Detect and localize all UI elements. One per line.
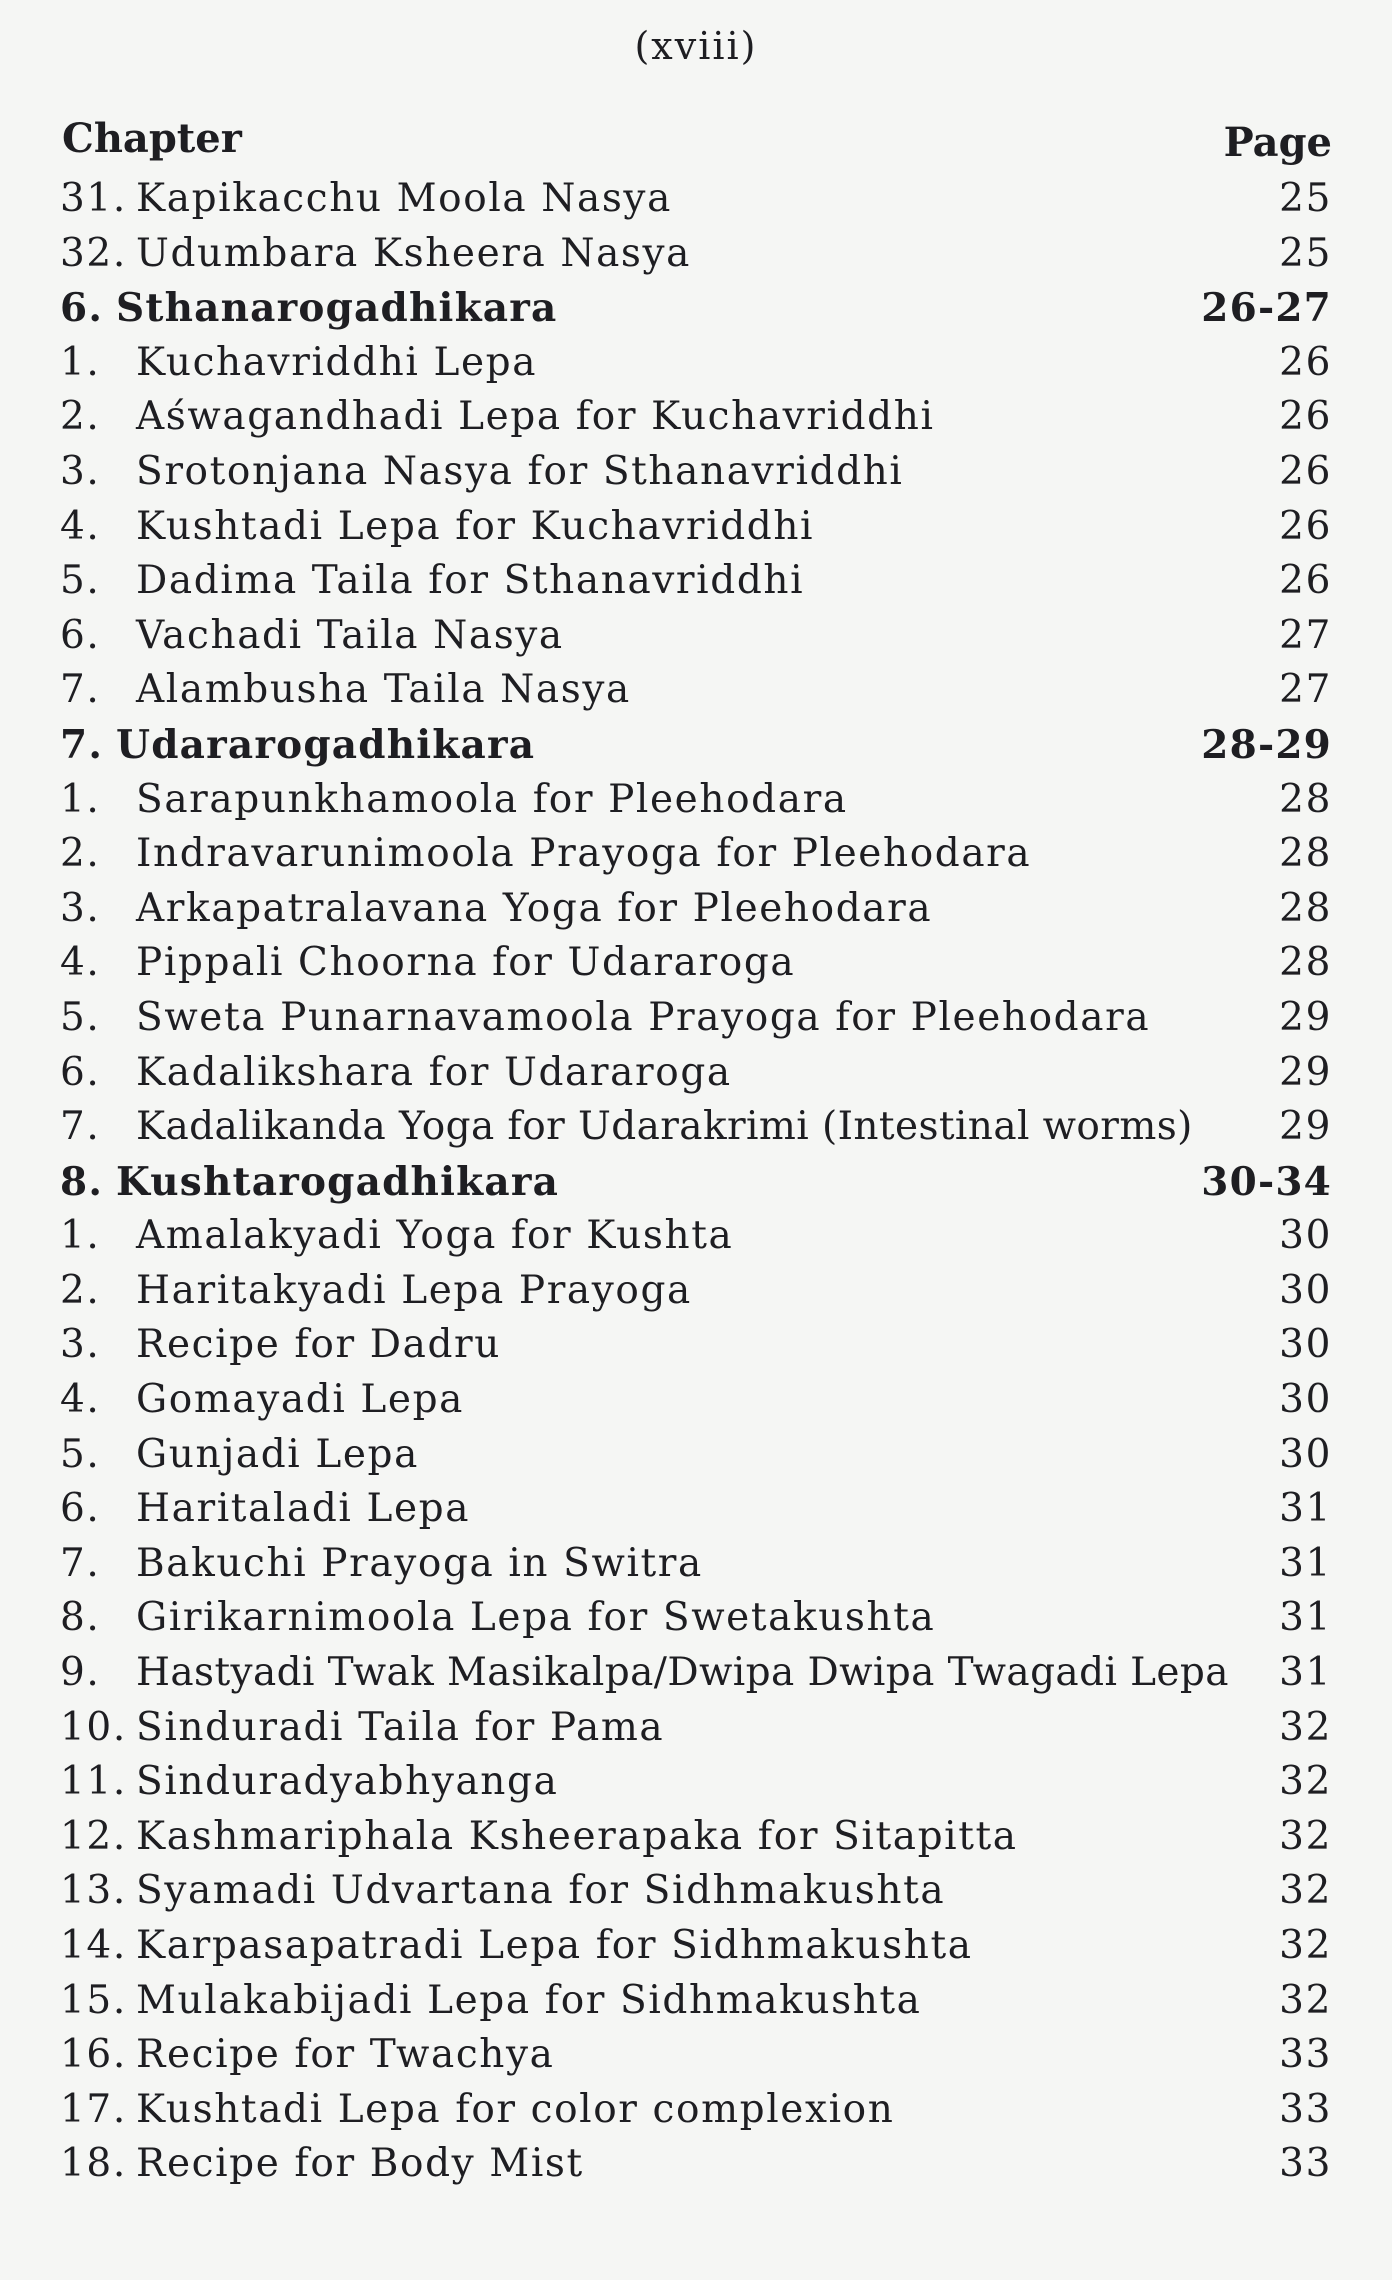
toc-entry-row bbox=[60, 882, 1332, 937]
entry-page-number: 32 bbox=[1279, 1704, 1332, 1750]
entry-title: Kushtadi Lepa for Kuchavriddhi bbox=[136, 503, 815, 549]
entry-number: 13. bbox=[60, 1868, 127, 1914]
toc-entry-row bbox=[60, 1373, 1332, 1428]
entry-page-number: 25 bbox=[1279, 176, 1332, 221]
entry-page-number: 30 bbox=[1279, 1431, 1332, 1477]
entry-number: 7. bbox=[60, 1540, 101, 1586]
toc-entry-row bbox=[60, 2028, 1332, 2083]
table-of-contents bbox=[60, 172, 1332, 2192]
entry-number: 4. bbox=[60, 1377, 101, 1423]
entry-number: 3. bbox=[60, 1322, 101, 1368]
entry-number: 31. bbox=[60, 176, 127, 221]
entry-page-number: 32 bbox=[1279, 1923, 1332, 1968]
entry-title: Syamadi Udvartana for Sidhmakushta bbox=[136, 1868, 946, 1914]
section-title: Kushtarogadhikara bbox=[116, 1158, 560, 1205]
entry-title: Sinduradyabhyanga bbox=[136, 1759, 559, 1805]
section-title: Sthanarogadhikara bbox=[116, 285, 558, 332]
entry-title: Haritaladi Lepa bbox=[136, 1486, 471, 1532]
toc-entry-row bbox=[60, 773, 1332, 828]
entry-number: 7. bbox=[60, 721, 104, 768]
toc-entry-row bbox=[60, 1264, 1332, 1319]
entry-number: 8. bbox=[60, 1158, 104, 1205]
toc-section-row bbox=[60, 281, 1332, 336]
entry-title: Sarapunkhamoola for Pleehodara bbox=[136, 776, 848, 822]
toc-entry-row bbox=[60, 827, 1332, 882]
toc-entry-row bbox=[60, 172, 1332, 227]
entry-number: 18. bbox=[60, 2141, 127, 2187]
entry-page-number: 29 bbox=[1279, 994, 1332, 1040]
entry-number: 6. bbox=[60, 1486, 101, 1532]
entry-number: 5. bbox=[60, 558, 101, 604]
toc-entry-row bbox=[60, 936, 1332, 991]
entry-title: Girikarnimoola Lepa for Swetakushta bbox=[136, 1595, 936, 1641]
toc-entry-row bbox=[60, 500, 1332, 555]
toc-entry-row bbox=[60, 1755, 1332, 1810]
entry-page-number: 32 bbox=[1279, 1977, 1332, 2023]
toc-entry-row bbox=[60, 1046, 1332, 1101]
entry-number: 7. bbox=[60, 667, 101, 713]
entry-title: Kadalikshara for Udararoga bbox=[136, 1049, 732, 1095]
entry-title: Kuchavriddhi Lepa bbox=[136, 339, 538, 385]
entry-number: 12. bbox=[60, 1813, 127, 1859]
entry-number: 16. bbox=[60, 2032, 127, 2078]
entry-page-number: 30 bbox=[1279, 1267, 1332, 1313]
entry-title: Hastyadi Twak Masikalpa/Dwipa Dwipa Twagadi Lepa bbox=[136, 1650, 1229, 1696]
entry-page-number: 30 bbox=[1279, 1213, 1332, 1259]
entry-page-number: 32 bbox=[1279, 1868, 1332, 1914]
entry-page-number: 26 bbox=[1279, 448, 1332, 494]
entry-title: Recipe for Body Mist bbox=[136, 2141, 584, 2187]
entry-number: 7. bbox=[60, 1104, 101, 1150]
entry-page-number: 30 bbox=[1279, 1377, 1332, 1423]
toc-header bbox=[62, 115, 1332, 165]
entry-title: Kapikacchu Moola Nasya bbox=[136, 176, 672, 221]
entry-number: 9. bbox=[60, 1650, 101, 1696]
entry-number: 32. bbox=[60, 230, 127, 276]
entry-number: 5. bbox=[60, 1431, 101, 1477]
entry-page-number: 31 bbox=[1279, 1540, 1332, 1586]
entry-title: Aśwagandhadi Lepa for Kuchavriddhi bbox=[136, 394, 935, 440]
entry-title: Pippali Choorna for Udararoga bbox=[136, 940, 796, 986]
entry-title: Alambusha Taila Nasya bbox=[136, 667, 631, 713]
toc-entry-row bbox=[60, 336, 1332, 391]
entry-number: 4. bbox=[60, 940, 101, 986]
toc-entry-row bbox=[60, 1428, 1332, 1483]
entry-number: 6. bbox=[60, 1049, 101, 1095]
entry-number: 2. bbox=[60, 394, 101, 440]
entry-page-number: 25 bbox=[1279, 230, 1332, 276]
entry-page-number: 27 bbox=[1279, 667, 1332, 713]
entry-number: 6. bbox=[60, 285, 104, 332]
entry-number: 1. bbox=[60, 1213, 101, 1259]
entry-number: 4. bbox=[60, 503, 101, 549]
toc-entry-row bbox=[60, 2083, 1332, 2138]
entry-page-number: 31 bbox=[1279, 1595, 1332, 1641]
entry-title: Karpasapatradi Lepa for Sidhmakushta bbox=[136, 1923, 973, 1968]
toc-entry-row bbox=[60, 227, 1332, 282]
entry-number: 17. bbox=[60, 2086, 127, 2132]
entry-title: Haritakyadi Lepa Prayoga bbox=[136, 1267, 692, 1313]
entry-page-number: 33 bbox=[1279, 2086, 1332, 2132]
entry-page-number: 26 bbox=[1279, 339, 1332, 385]
entry-title: Kadalikanda Yoga for Udarakrimi (Intestinal worms) bbox=[136, 1104, 1193, 1150]
toc-entry-row bbox=[60, 1974, 1332, 2029]
toc-entry-row bbox=[60, 609, 1332, 664]
entry-page-number: 33 bbox=[1279, 2032, 1332, 2078]
page-number: (xviii) bbox=[634, 24, 758, 68]
entry-title: Recipe for Dadru bbox=[136, 1322, 502, 1368]
entry-page-number: 31 bbox=[1279, 1486, 1332, 1532]
toc-entry-row bbox=[60, 1646, 1332, 1701]
entry-page-number: 28 bbox=[1279, 831, 1332, 877]
toc-entry-row bbox=[60, 991, 1332, 1046]
entry-page-number: 26 bbox=[1279, 503, 1332, 549]
entry-title: Vachadi Taila Nasya bbox=[136, 612, 564, 658]
entry-title: Udumbara Ksheera Nasya bbox=[136, 230, 692, 276]
entry-title: Gomayadi Lepa bbox=[136, 1377, 464, 1423]
entry-number: 15. bbox=[60, 1977, 127, 2023]
entry-page-number: 28 bbox=[1279, 885, 1332, 931]
toc-entry-row bbox=[60, 390, 1332, 445]
entry-title: Dadima Taila for Sthanavriddhi bbox=[136, 558, 805, 604]
toc-entry-row bbox=[60, 1209, 1332, 1264]
entry-page-number: 33 bbox=[1279, 2141, 1332, 2187]
entry-page-number: 28 bbox=[1279, 940, 1332, 986]
toc-entry-row bbox=[60, 445, 1332, 500]
toc-section-row bbox=[60, 718, 1332, 773]
toc-entry-row bbox=[60, 2137, 1332, 2192]
entry-number: 1. bbox=[60, 776, 101, 822]
entry-page-number: 29 bbox=[1279, 1104, 1332, 1150]
toc-entry-row bbox=[60, 554, 1332, 609]
entry-title: Amalakyadi Yoga for Kushta bbox=[136, 1213, 734, 1259]
entry-number: 3. bbox=[60, 448, 101, 494]
entry-number: 3. bbox=[60, 885, 101, 931]
toc-entry-row bbox=[60, 1482, 1332, 1537]
entry-title: Kushtadi Lepa for color complexion bbox=[136, 2086, 895, 2132]
entry-number: 11. bbox=[60, 1759, 127, 1805]
entry-number: 2. bbox=[60, 831, 101, 877]
entry-number: 2. bbox=[60, 1267, 101, 1313]
entry-page-number: 28 bbox=[1279, 776, 1332, 822]
entry-page-number: 26 bbox=[1279, 558, 1332, 604]
toc-entry-row bbox=[60, 1537, 1332, 1592]
entry-page-number: 30 bbox=[1279, 1322, 1332, 1368]
entry-page-number: 30-34 bbox=[1201, 1158, 1332, 1205]
entry-title: Sinduradi Taila for Pama bbox=[136, 1704, 665, 1750]
page-column-heading: Page bbox=[1223, 119, 1332, 166]
entry-title: Sweta Punarnavamoola Prayoga for Pleehodara bbox=[136, 994, 1151, 1040]
toc-entry-row bbox=[60, 1318, 1332, 1373]
toc-entry-row bbox=[60, 1100, 1332, 1155]
entry-number: 8. bbox=[60, 1595, 101, 1641]
entry-title: Mulakabijadi Lepa for Sidhmakushta bbox=[136, 1977, 922, 2023]
entry-title: Srotonjana Nasya for Sthanavriddhi bbox=[136, 448, 904, 494]
toc-entry-row bbox=[60, 1864, 1332, 1919]
toc-entry-row bbox=[60, 663, 1332, 718]
entry-page-number: 27 bbox=[1279, 612, 1332, 658]
entry-number: 6. bbox=[60, 612, 101, 658]
entry-page-number: 26 bbox=[1279, 394, 1332, 440]
entry-number: 14. bbox=[60, 1923, 127, 1968]
toc-entry-row bbox=[60, 1810, 1332, 1865]
entry-page-number: 26-27 bbox=[1201, 285, 1332, 332]
entry-number: 10. bbox=[60, 1704, 127, 1750]
toc-entry-row bbox=[60, 1919, 1332, 1974]
entry-title: Gunjadi Lepa bbox=[136, 1431, 419, 1477]
entry-page-number: 28-29 bbox=[1201, 721, 1332, 768]
toc-entry-row bbox=[60, 1591, 1332, 1646]
entry-title: Kashmariphala Ksheerapaka for Sitapitta bbox=[136, 1813, 1018, 1859]
entry-page-number: 32 bbox=[1279, 1759, 1332, 1805]
toc-section-row bbox=[60, 1155, 1332, 1210]
entry-number: 1. bbox=[60, 339, 101, 385]
entry-title: Bakuchi Prayoga in Switra bbox=[136, 1540, 703, 1586]
entry-page-number: 29 bbox=[1279, 1049, 1332, 1095]
entry-page-number: 31 bbox=[1279, 1650, 1332, 1696]
entry-title: Recipe for Twachya bbox=[136, 2032, 555, 2078]
entry-page-number: 32 bbox=[1279, 1813, 1332, 1859]
entry-title: Indravarunimoola Prayoga for Pleehodara bbox=[136, 831, 1032, 877]
chapter-column-heading: Chapter bbox=[62, 115, 242, 162]
entry-title: Arkapatralavana Yoga for Pleehodara bbox=[136, 885, 933, 931]
section-title: Udararogadhikara bbox=[116, 721, 536, 768]
toc-entry-row bbox=[60, 1701, 1332, 1756]
entry-number: 5. bbox=[60, 994, 101, 1040]
